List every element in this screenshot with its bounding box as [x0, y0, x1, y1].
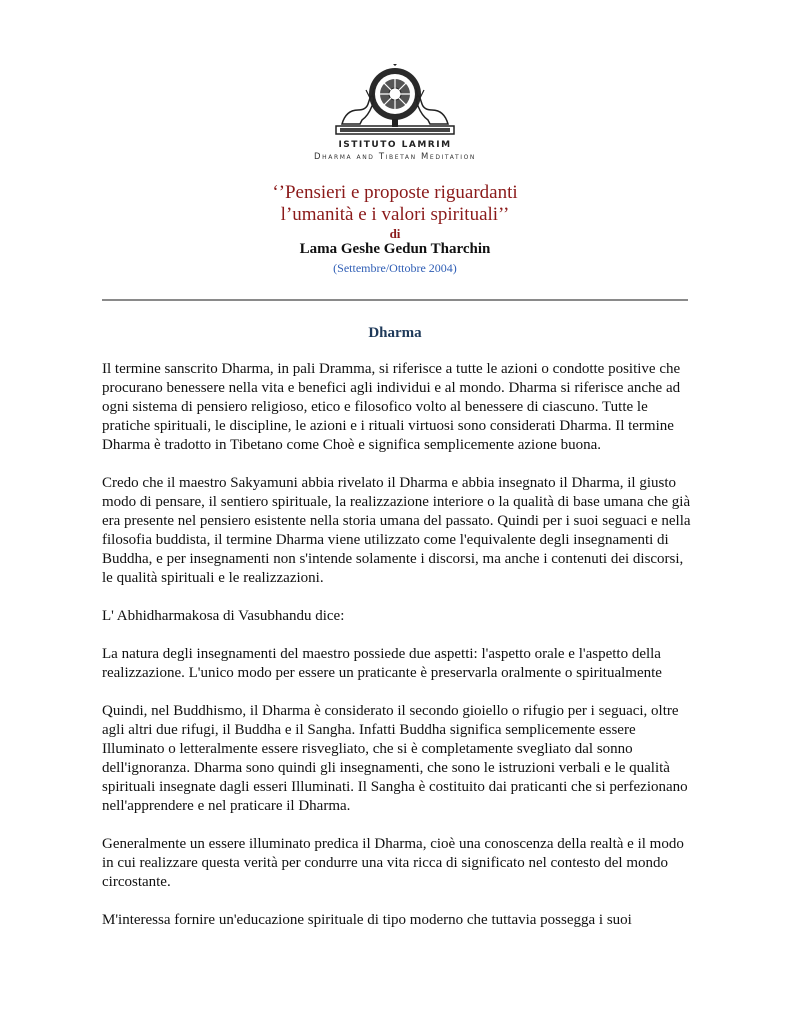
- title-line-1: ‘’Pensieri e proposte riguardanti: [272, 182, 518, 203]
- paragraph: Credo che il maestro Sakyamuni abbia rivelato il Dharma e abbia insegnato il Dharma, il giusto modo di pensare, il sentiero spirituale, la realizzazione interiore o la qualità di base umana che già era presente nel pensiero esistente nella storia umana del passato. Quindi per i suoi seguaci e nella filosofia buddista, il termine Dharma viene utilizzato come l'equivalente degli insegnamenti di Buddha, e per insegnamenti non s'intende solamente i discorsi, ma anche i contenuti dei discorsi, le qualità spirituali e le realizzazioni.: [102, 475, 691, 586]
- paragraph: Il termine sanscrito Dharma, in pali Dramma, si riferisce a tutte le azioni o condotte positive che procurano benessere nella vita e benefici agli individui e al mondo. Dharma si riferisce anche ad ogni sistema di pensiero religioso, etico e filosofico volto al benessere di ciascuno. Tutte le pratiche spirituali, le discipline, le azioni e i rituali virtuosi sono considerati Dharma. Il termine Dharma è tradotto in Tibetano come Choè e significa semplicemente azione buona.: [102, 361, 681, 453]
- body-text: [102, 360, 692, 949]
- paragraph: Quindi, nel Buddhismo, il Dharma è considerato il secondo gioiello o rifugio per i seguaci, oltre agli altri due rifugi, il Buddha e il Sangha. Infatti Buddha significa semplicemente essere Illuminato o letteralmente essere risvegliato, che si è completamente svegliato dal sonno dell'ignoranza. Dharma sono quindi gli insegnamenti, che sono le istruzioni verbali e le qualità spirituali insegnate dagli esseri Illuminati. Il Sangha è costituito dai praticanti che si perfezionano nell'apprendere e nel praticare il Dharma.: [102, 703, 688, 814]
- paragraph: La natura degli insegnamenti del maestro possiede due aspetti: l'aspetto orale e l'aspetto della realizzazione. L'unico modo per essere un praticante è preservarla oralmente o spiritualmente: [102, 646, 662, 681]
- author-name: Lama Geshe Gedun Tharchin: [299, 241, 491, 257]
- dharma-wheel-deer-logo-icon: [332, 64, 458, 140]
- by-label: di: [389, 226, 401, 241]
- paragraph: Generalmente un essere illuminato predica il Dharma, cioè una conoscenza della realtà e il modo in cui realizzare questa verità per condurre una vita ricca di significato nel contesto del mondo circostante.: [102, 836, 684, 890]
- paragraph: M'interessa fornire un'educazione spirituale di tipo moderno che tuttavia possegga i suoi: [102, 912, 632, 928]
- logo-tagline: Dharma and Tibetan Meditation: [314, 152, 476, 162]
- title-line-2: l’umanità e i valori spirituali’’: [280, 204, 510, 225]
- institute-logo: [280, 64, 510, 164]
- paragraph: L' Abhidharmakosa di Vasubhandu dice:: [102, 608, 345, 624]
- horizontal-divider: [102, 299, 688, 301]
- document-title: [150, 182, 640, 226]
- logo-name: ISTITUTO LAMRIM: [338, 140, 452, 150]
- section-heading: Dharma: [368, 325, 422, 341]
- publication-date: (Settembre/Ottobre 2004): [333, 261, 457, 275]
